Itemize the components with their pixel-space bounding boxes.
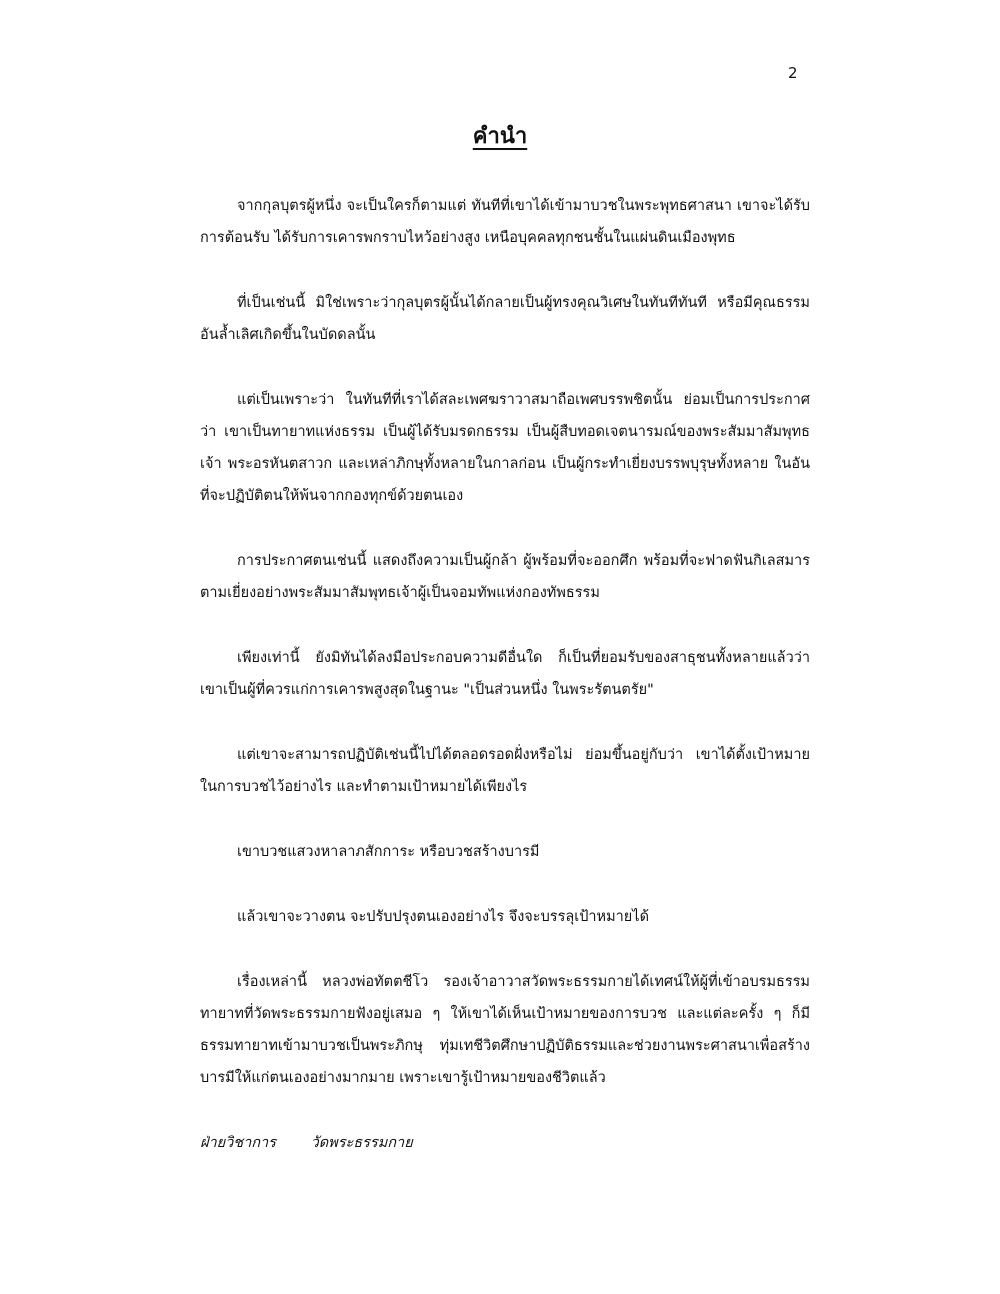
document-body [200,190,810,1159]
signature-organization: วัดพระธรรมกาย [310,1135,413,1151]
paragraph-7: เขาบวชแสวงหาลาภสักการะ หรือบวชสร้างบารมี [237,844,540,860]
document-title: คำนำ [472,124,528,149]
paragraph-2: ที่เป็นเช่นนี้ มิใช่เพราะว่ากุลบุตรผู้นั้นได้กลายเป็นผู้ทรงคุณวิเศษในทันทีทันที หรือมีคุณธรรม อันล้ำเลิศเกิดขึ้นในบัดดลนั้น [200,295,810,343]
paragraph-8: แล้วเขาจะวางตน จะปรับปรุงตนเองอย่างไร จึงจะบรรลุเป้าหมายได้ [237,909,650,925]
paragraph-5: เพียงเท่านี้ ยังมิทันได้ลงมือประกอบความดีอื่นใด ก็เป็นที่ยอมรับของสาธุชนทั้งหลายแล้วว่า เขาเป็นผู้ที่ควรแก่การเคารพสูงสุดในฐานะ "เป็นส่วนหนึ่ง ในพระรัตนตรัย" [200,650,810,698]
signature-line [200,1127,810,1159]
paragraph-6: แต่เขาจะสามารถปฏิบัติเช่นนี้ไปได้ตลอดรอดฝั่งหรือไม่ ย่อมขึ้นอยู่กับว่า เขาได้ตั้งเป้าหมายในการบวชไว้อย่างไร และทำตามเป้าหมายได้เพียงไร [200,747,810,795]
paragraph-9: เรื่องเหล่านี้ หลวงพ่อทัตตชีโว รองเจ้าอาวาสวัดพระธรรมกายได้เทศน์ให้ผู้ที่เข้าอบรมธรรมทายาทที่วัดพระธรรมกายฟังอยู่เสมอ ๆ ให้เขาได้เห็นเป้าหมายของการบวช และแต่ละครั้ง ๆ ก็มีธรรมทายาทเข้ามาบวชเป็นพระภิกษุ ทุ่มเทชีวิตศึกษาปฏิบัติธรรมและช่วยงานพระศาสนาเพื่อสร้างบารมีให้แก่ตนเองอย่างมากมาย เพราะเขารู้เป้าหมายของชีวิตแล้ว [200,974,810,1086]
signature-department: ฝ่ายวิชาการ [200,1135,276,1151]
paragraph-4: การประกาศตนเช่นนี้ แสดงถึงความเป็นผู้กล้า ผู้พร้อมที่จะออกศึก พร้อมที่จะฟาดฟันกิเลสมาร ตามเยี่ยงอย่างพระสัมมาสัมพุทธเจ้าผู้เป็นจอมทัพแห่งกองทัพธรรม [200,553,810,601]
paragraph-1: จากกุลบุตรผู้หนึ่ง จะเป็นใครก็ตามแต่ ทันทีที่เขาได้เข้ามาบวชในพระพุทธศาสนา เขาจะได้รับการต้อนรับ ได้รับการเคารพกราบไหว้อย่างสูง เหนือบุคคลทุกชนชั้นในแผ่นดินเมืองพุทธ [200,198,810,246]
paragraph-3: แต่เป็นเพราะว่า ในทันทีที่เราได้สละเพศฆราวาสมาถือเพศบรรพชิตนั้น ย่อมเป็นการประกาศว่า เขาเป็นทายาทแห่งธรรม เป็นผู้ได้รับมรดกธรรม เป็นผู้สืบทอดเจตนารมณ์ของพระสัมมาสัมพุทธเจ้า พระอรหันตสาวก และเหล่าภิกษุทั้งหลายในกาลก่อน เป็นผู้กระทำเยี่ยงบรรพบุรุษทั้งหลาย ในอันที่จะปฏิบัติตนให้พ้นจากกองทุกข์ด้วยตนเอง [200,392,810,504]
page-number: 2 [788,64,798,82]
